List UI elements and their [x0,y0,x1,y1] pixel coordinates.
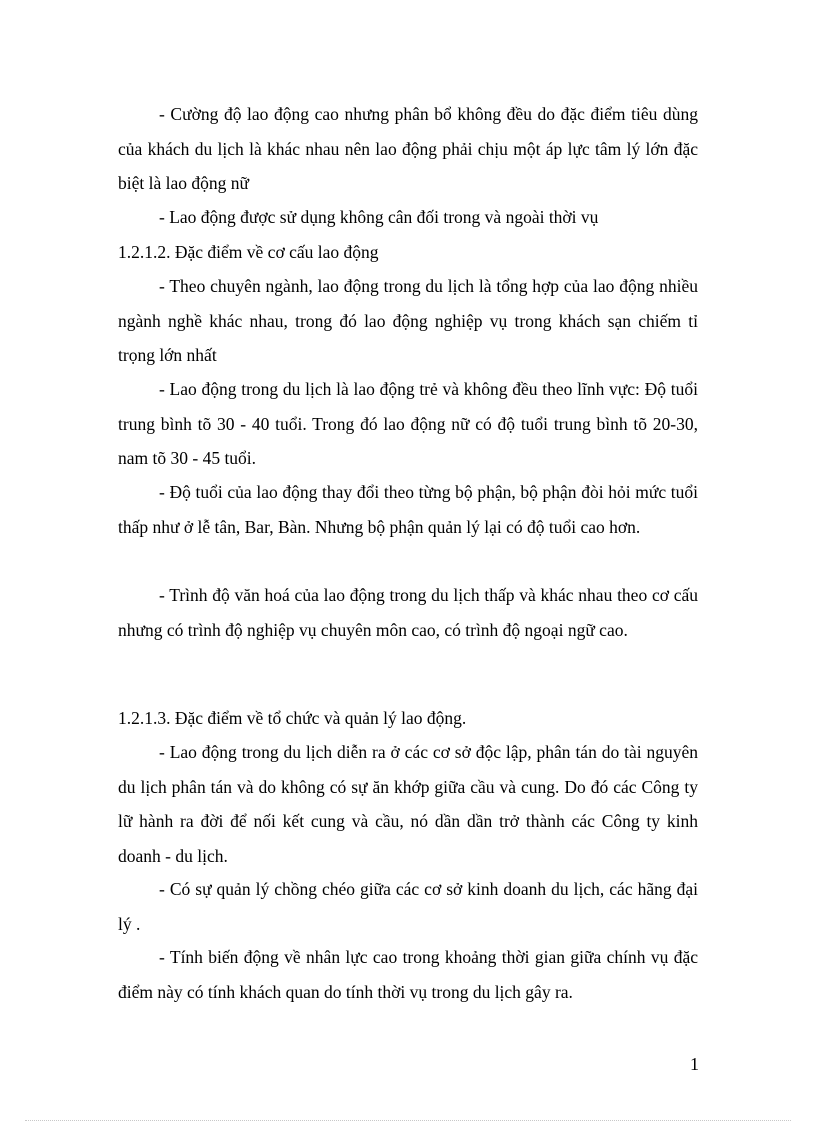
paragraph-labor-education: - Trình độ văn hoá của lao động trong du lịch thấp và khác nhau theo cơ cấu nhưng có trình độ nghiệp vụ chuyên môn cao, có trình độ ngoại ngữ cao. [118,585,698,640]
paragraph-labor-seasonal: - Lao động được sử dụng không cân đối trong và ngoài thời vụ [159,207,599,227]
paragraph-labor-intensity: - Cường độ lao động cao nhưng phân bổ không đều do đặc điểm tiêu dùng của khách du lịch là khác nhau nên lao động phải chịu một áp lực tâm lý lớn đặc biệt là lao động nữ [118,104,698,193]
paragraph-labor-age-by-department: - Độ tuổi của lao động thay đổi theo từng bộ phận, bộ phận đòi hỏi mức tuổi thấp như ở lễ tân, Bar, Bàn. Nhưng bộ phận quản lý lại có độ tuổi cao hơn. [118,482,698,537]
paragraph-labor-age: - Lao động trong du lịch là lao động trẻ và không đều theo lĩnh vực: Độ tuổi trung bình tõ 30 - 40 tuổi. Trong đó lao động nữ có độ tuổi trung bình tõ 20-30, nam tõ 30 - 45 tuổi. [118,379,698,468]
paragraph-workforce-volatility: - Tính biến động về nhân lực cao trong khoảng thời gian giữa chính vụ đặc điểm này có tính khách quan do tính thời vụ trong du lịch gây ra. [118,947,698,1002]
paragraph-labor-dispersed: - Lao động trong du lịch diễn ra ở các cơ sở độc lập, phân tán do tài nguyên du lịch phân tán và do không có sự ăn khớp giữa cầu và cung. Do đó các Công ty lữ hành ra đời để nối kết cung và cầu, nó dần dần trở thành các Công ty kinh doanh - du lịch. [118,742,698,866]
heading-labor-organization: 1.2.1.3. Đặc điểm về tổ chức và quản lý lao động. [118,708,467,728]
footer-divider [25,1120,791,1121]
heading-labor-structure: 1.2.1.2. Đặc điểm về cơ cấu lao động [118,242,379,262]
page-number: 1 [690,1054,699,1074]
paragraph-labor-specialization: - Theo chuyên ngành, lao động trong du lịch là tổng hợp của lao động nhiều ngành nghề khác nhau, trong đó lao động nghiệp vụ trong khách sạn chiếm tỉ trọng lớn nhất [118,276,698,365]
paragraph-overlapping-management: - Có sự quản lý chồng chéo giữa các cơ sở kinh doanh du lịch, các hãng đại lý . [118,879,698,934]
